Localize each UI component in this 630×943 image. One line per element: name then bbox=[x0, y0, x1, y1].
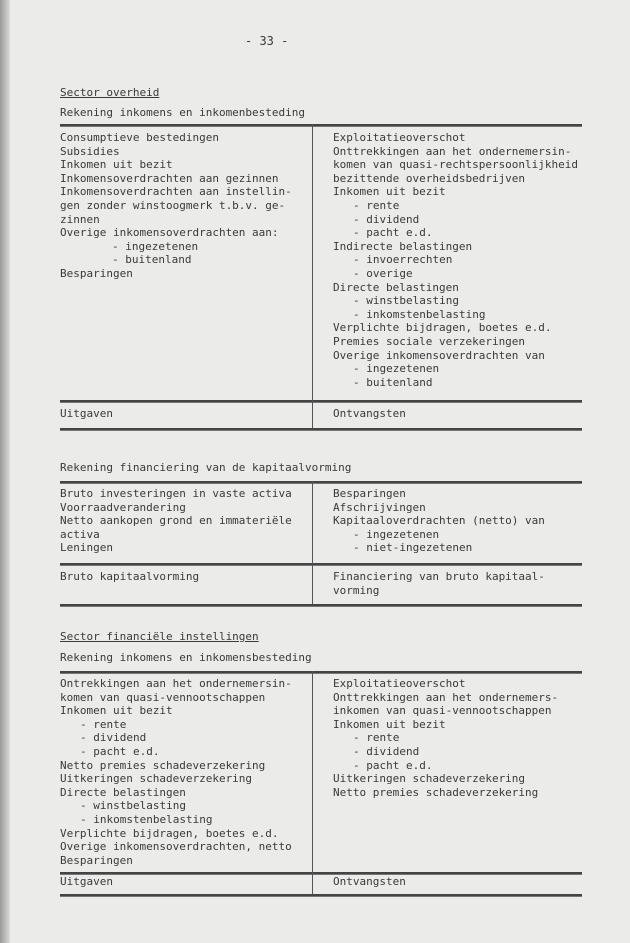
total-line: Ontvangsten bbox=[333, 875, 406, 888]
account-line: Uitkeringen schadeverzekering bbox=[60, 772, 253, 786]
account-line: Besparingen bbox=[60, 853, 133, 867]
account-line: Afschrijvingen bbox=[333, 500, 426, 514]
total-line: Financiering van bruto kapitaal- bbox=[333, 570, 545, 583]
account-line: gen zonder winstoogmerk t.b.v. ge- bbox=[60, 198, 286, 212]
account-line: Inkomen uit bezit bbox=[60, 158, 173, 172]
debit-column bbox=[60, 487, 292, 555]
table-rule bbox=[60, 563, 582, 566]
account-line: - niet-ingezetenen bbox=[353, 541, 473, 555]
account-line: inkomen van quasi-vennootschappen bbox=[333, 704, 552, 718]
account-line: Verplichte bijdragen, boetes e.d. bbox=[333, 321, 552, 335]
account-line: Overige inkomensoverdrachten aan: bbox=[60, 226, 279, 240]
account-line: activa bbox=[60, 527, 100, 541]
column-divider bbox=[312, 671, 313, 894]
section-heading: Sector overheid bbox=[60, 86, 160, 99]
account-line: Directe belastingen bbox=[60, 785, 186, 799]
debit-column bbox=[60, 131, 292, 281]
account-line: Uitkeringen schadeverzekering bbox=[333, 772, 526, 786]
account-line: Inkomensoverdrachten aan instellin- bbox=[60, 185, 292, 199]
debit-column bbox=[60, 677, 292, 867]
account-line: - dividend bbox=[353, 212, 420, 226]
column-divider bbox=[312, 124, 313, 428]
table-rule bbox=[60, 604, 582, 607]
account-line: Inkomen uit bezit bbox=[333, 185, 446, 199]
column-divider bbox=[312, 481, 313, 604]
account-line: - buitenland bbox=[112, 253, 192, 267]
total-credit bbox=[333, 570, 545, 597]
account-line: - pacht e.d. bbox=[80, 744, 160, 758]
account-line: - inkomstenbelasting bbox=[80, 812, 213, 826]
account-line: Bruto investeringen in vaste activa bbox=[60, 487, 292, 500]
total-credit bbox=[333, 875, 406, 889]
account-line: Leningen bbox=[60, 541, 113, 555]
account-line: Netto premies schadeverzekering bbox=[333, 785, 539, 799]
account-line: Voorraadverandering bbox=[60, 500, 186, 514]
table-rule bbox=[60, 671, 582, 674]
table-rule bbox=[60, 894, 582, 897]
account-title: Rekening inkomens en inkomenbesteding bbox=[60, 106, 306, 119]
total-debit bbox=[60, 407, 113, 421]
account-line: Ontrekkingen aan het ondernemersin- bbox=[60, 677, 292, 690]
account-line: komen van quasi-vennootschappen bbox=[60, 690, 266, 704]
account-line: - ingezetenen bbox=[353, 527, 440, 541]
account-line: komen van quasi-rechtspersoonlijkheid bbox=[333, 158, 579, 172]
account-line: Inkomen uit bezit bbox=[60, 704, 173, 718]
account-line: bezittende overheidsbedrijven bbox=[333, 171, 526, 185]
account-line: Premies sociale verzekeringen bbox=[333, 334, 526, 348]
table-rule bbox=[60, 428, 582, 431]
account-line: - rente bbox=[80, 717, 127, 731]
account-line: - ingezetenen bbox=[353, 362, 440, 376]
page-number: - 33 - bbox=[245, 34, 289, 48]
account-line: - winstbelasting bbox=[80, 799, 186, 813]
account-line: - overige bbox=[353, 266, 413, 280]
account-line: - invoerrechten bbox=[353, 253, 453, 267]
credit-column bbox=[333, 677, 558, 799]
credit-column bbox=[333, 131, 578, 389]
account-title: Rekening inkomens en inkomensbesteding bbox=[60, 651, 312, 664]
account-line: Overige inkomensoverdrachten, netto bbox=[60, 840, 292, 854]
credit-column bbox=[333, 487, 545, 555]
total-credit bbox=[333, 407, 406, 421]
total-line: Bruto kapitaalvorming bbox=[60, 570, 200, 583]
account-line: - winstbelasting bbox=[353, 294, 459, 308]
total-line: Uitgaven bbox=[60, 875, 113, 888]
account-line: Inkomensoverdrachten aan gezinnen bbox=[60, 171, 279, 185]
account-line: Overige inkomensoverdrachten van bbox=[333, 348, 545, 362]
total-debit bbox=[60, 875, 113, 889]
account-line: Netto premies schadeverzekering bbox=[60, 758, 266, 772]
scan-edge bbox=[0, 0, 10, 943]
table-rule bbox=[60, 481, 582, 484]
account-line: Indirecte belastingen bbox=[333, 239, 473, 253]
account-line: - dividend bbox=[353, 744, 420, 758]
account-line: Consumptieve bestedingen bbox=[60, 131, 219, 144]
account-line: Subsidies bbox=[60, 144, 120, 158]
account-line: Directe belastingen bbox=[333, 280, 459, 294]
account-line: Netto aankopen grond en immateriële bbox=[60, 514, 292, 528]
account-line: Exploitatieoverschot bbox=[333, 131, 466, 144]
total-line: Uitgaven bbox=[60, 407, 113, 420]
table-rule bbox=[60, 124, 582, 127]
account-line: - inkomstenbelasting bbox=[353, 307, 486, 321]
total-line: Ontvangsten bbox=[333, 407, 406, 420]
account-line: - dividend bbox=[80, 731, 147, 745]
table-rule bbox=[60, 872, 582, 875]
total-debit bbox=[60, 570, 199, 584]
account-line: Inkomen uit bezit bbox=[333, 717, 446, 731]
account-line: - ingezetenen bbox=[112, 239, 199, 253]
account-line: Kapitaaloverdrachten (netto) van bbox=[333, 514, 545, 528]
account-title: Rekening financiering van de kapitaalvorming bbox=[60, 461, 352, 474]
total-line: vorming bbox=[333, 583, 380, 597]
account-line: - rente bbox=[353, 198, 400, 212]
account-line: Onttrekkingen aan het ondernemers- bbox=[333, 690, 559, 704]
account-line: Onttrekkingen aan het ondernemersin- bbox=[333, 144, 572, 158]
account-line: - pacht e.d. bbox=[353, 758, 433, 772]
account-line: - rente bbox=[353, 731, 400, 745]
account-line: Exploitatieoverschot bbox=[333, 677, 466, 690]
account-line: zinnen bbox=[60, 212, 100, 226]
table-rule bbox=[60, 400, 582, 403]
section-heading: Sector financiële instellingen bbox=[60, 630, 259, 643]
account-line: Besparingen bbox=[333, 487, 406, 500]
account-line: - pacht e.d. bbox=[353, 226, 433, 240]
account-line: Verplichte bijdragen, boetes e.d. bbox=[60, 826, 279, 840]
account-line: Besparingen bbox=[60, 266, 133, 280]
account-line: - buitenland bbox=[353, 375, 433, 389]
